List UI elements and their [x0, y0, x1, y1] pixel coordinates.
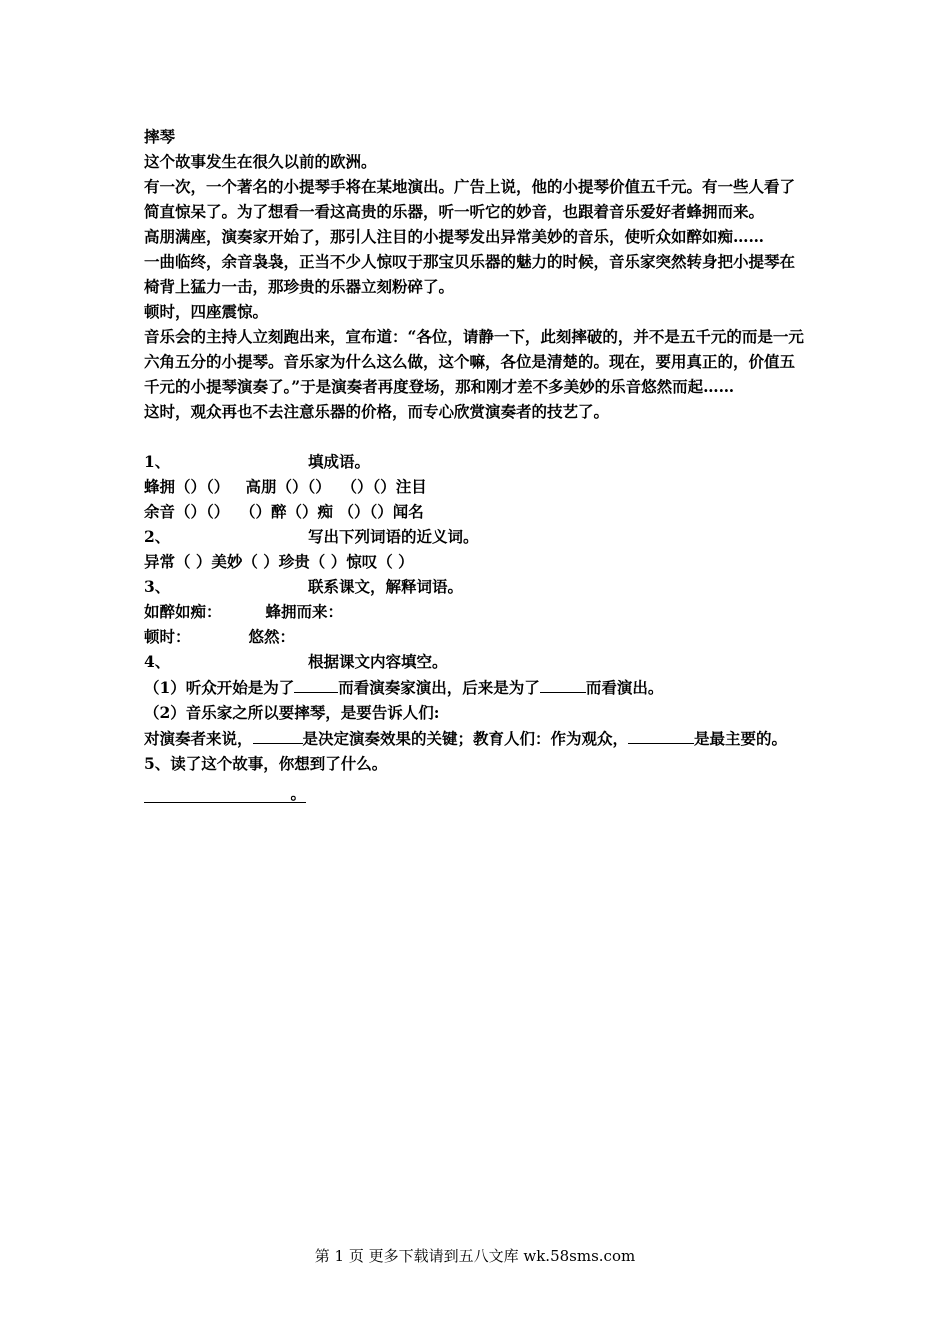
question-3-line-1 — [144, 599, 810, 624]
question-4-sentence-1 — [144, 674, 810, 700]
document-body — [144, 124, 810, 803]
question-1-line-1: 蜂拥（）（） 高朋（）（） （）（）注目 — [144, 477, 427, 496]
fill-blank[interactable] — [253, 725, 303, 744]
question-1-heading — [144, 449, 810, 474]
question-4-number: 4、 — [144, 652, 171, 671]
story-paragraph-7: 这时，观众再也不去注意乐器的价格，而专心欣赏演奏者的技艺了。 — [144, 402, 610, 421]
page-footer: 第 1 页 更多下载请到五八文库 wk.58sms.com — [314, 1247, 636, 1265]
question-3-heading — [144, 574, 810, 599]
question-3-line-2 — [144, 624, 810, 649]
question-2-number: 2、 — [144, 527, 171, 546]
document-title: 摔琴 — [144, 127, 176, 146]
question-4-sentence-2: （2）音乐家之所以要摔琴，是要告诉人们: — [144, 703, 440, 722]
story-paragraph-1: 这个故事发生在很久以前的欧洲。 — [144, 152, 377, 171]
question-4-sentence-3-part-2: 是决定演奏效果的关键；教育人们：作为观众， — [302, 729, 629, 748]
fill-blank[interactable] — [540, 674, 586, 693]
question-1-text: 填成语。 — [308, 452, 371, 471]
question-4-heading — [144, 649, 810, 674]
question-2-heading — [144, 524, 810, 549]
question-5-answer-row — [144, 778, 810, 803]
question-5-text: 5、读了这个故事，你想到了什么。 — [144, 754, 388, 773]
story-paragraph-4: 一曲临终，余音袅袅，正当不少人惊叹于那宝贝乐器的魅力的时候，音乐家突然转身把小提琴在椅背上猛力一击，那珍贵的乐器立刻粉碎了。 — [144, 252, 796, 296]
story-paragraph-2: 有一次，一个著名的小提琴手将在某地演出。广告上说，他的小提琴价值五千元。有一些人看了简直惊呆了。为了想看一看这高贵的乐器，听一听它的妙音，也跟着音乐爱好者蜂拥而来。 — [144, 177, 796, 221]
answer-line[interactable] — [144, 782, 306, 803]
fill-blank[interactable] — [628, 725, 694, 744]
question-2-line-1: 异常（ ）美妙（ ）珍贵（ ）惊叹（ ） — [144, 552, 414, 571]
question-4-sentence-3 — [144, 725, 810, 751]
question-3-number: 3、 — [144, 577, 171, 596]
question-4-sentence-3-part-3: 是最主要的。 — [694, 729, 788, 748]
term-ruzuiruchi: 如醉如痴： — [144, 602, 222, 621]
section-spacer — [144, 424, 810, 449]
term-dunshi: 顿时： — [144, 627, 191, 646]
question-4-sentence-1-part-1: （1）听众开始是为了 — [144, 678, 295, 697]
term-youran: 悠然： — [248, 627, 296, 646]
story-paragraph-5: 顿时，四座震惊。 — [144, 302, 269, 321]
answer-line-period: 。 — [290, 784, 306, 803]
story-paragraph-6: 音乐会的主持人立刻跑出来，宣布道：“各位，请静一下，此刻摔破的，并不是五千元的而是一元六角五分的小提琴。音乐家为什么这么做，这个嘛，各位是清楚的。现在，要用真正的，价值五千元的小提琴演奏了。”于是演奏者再度登场，那和刚才差不多美妙的乐音悠然而起…… — [144, 327, 804, 396]
question-2-text: 写出下列词语的近义词。 — [308, 527, 479, 546]
question-1-line-2: 余音（）（） （）醉（）痴 （）（）闻名 — [144, 502, 424, 521]
fill-blank[interactable] — [294, 674, 338, 693]
story-paragraph-3: 高朋满座，演奏家开始了，那引人注目的小提琴发出异常美妙的音乐，使听众如醉如痴…… — [144, 227, 765, 246]
question-4-sentence-1-part-2: 而看演奏家演出，后来是为了 — [338, 678, 540, 697]
question-4-sentence-3-part-1: 对演奏者来说， — [144, 729, 253, 748]
question-3-text: 联系课文，解释词语。 — [308, 577, 464, 596]
question-4-sentence-1-part-3: 而看演出。 — [585, 678, 664, 697]
question-1-number: 1、 — [144, 452, 171, 471]
term-fengyongerlai: 蜂拥而来： — [265, 602, 344, 621]
question-4-text: 根据课文内容填空。 — [308, 652, 448, 671]
